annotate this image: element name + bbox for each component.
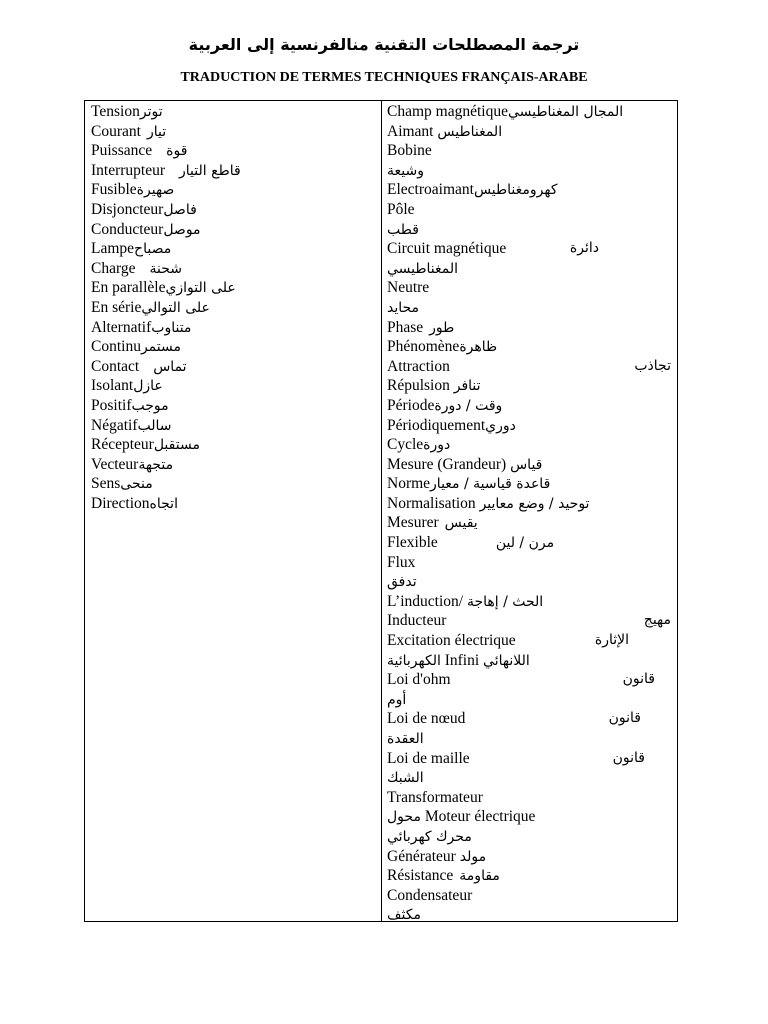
term-ar: على التوالي (141, 299, 210, 316)
term-fr: Loi d'ohm (387, 671, 451, 689)
term-ar: قطب (387, 221, 419, 238)
term-fr: Tension (91, 103, 140, 120)
term-ar: مقاومة (459, 868, 500, 885)
term-row (91, 376, 381, 396)
term-row (387, 905, 671, 921)
term-ar: المغناطيسي (387, 260, 459, 277)
term-ar: طور (429, 319, 455, 336)
term-row (387, 847, 671, 867)
term-row (91, 220, 381, 240)
term-fr: Puissance (91, 142, 153, 160)
term-row (91, 455, 381, 475)
term-ar: أوم (387, 691, 407, 708)
term-ar: شحنة (149, 260, 182, 277)
term-row (387, 474, 671, 494)
term-row (91, 141, 381, 161)
term-fr: Mesure (Grandeur) (387, 455, 507, 473)
term-ar: عازل (133, 378, 163, 395)
term-ar: صهيرة (136, 182, 175, 199)
term-row (387, 396, 671, 416)
term-ar: مهيج (643, 612, 671, 629)
term-fr: Phase (387, 318, 424, 336)
term-ar: محايد (387, 299, 420, 316)
term-row (387, 141, 671, 161)
term-row (91, 259, 381, 279)
term-fr: Récepteur (91, 436, 154, 454)
term-ar: تماس (153, 358, 187, 375)
term-fr: Direction (91, 494, 150, 512)
term-ar: تنافر (453, 378, 481, 395)
term-ar: قوة (166, 143, 188, 160)
term-fr: Continu (91, 338, 141, 356)
term-row (387, 494, 671, 514)
term-row (387, 670, 671, 690)
term-row (91, 396, 381, 416)
term-ar: تجاذب (634, 357, 671, 374)
term-fr: En parallèle (91, 279, 166, 297)
term-ar: وقت / دورة (434, 397, 503, 414)
term-row (387, 337, 671, 357)
term-ar: مرن / لين (495, 535, 555, 552)
term-fr: Electroaimant (387, 181, 474, 199)
term-fr: Champ magnétique (387, 103, 508, 120)
term-fr: Négatif (91, 416, 138, 434)
term-ar: موصل (163, 221, 201, 238)
term-fr: Générateur (387, 847, 456, 865)
term-row (387, 180, 671, 200)
term-row (387, 102, 671, 122)
term-row (91, 494, 381, 514)
term-row (91, 357, 381, 377)
term-ar: اللانهائي (483, 652, 530, 669)
term-fr: Flexible (387, 534, 438, 552)
term-fr: Cycle (387, 436, 424, 454)
term-ar: متجهة (138, 456, 174, 473)
term-row (387, 768, 671, 788)
term-fr: Inducteur (387, 612, 447, 630)
term-ar: العقدة (387, 731, 424, 747)
term-row (387, 298, 671, 318)
term-fr: Disjoncteur (91, 200, 164, 218)
term-ar: مستمر (140, 339, 181, 356)
term-fr: Fusible (91, 181, 137, 199)
term-row (387, 690, 671, 710)
term-ar: سالب (137, 417, 172, 434)
term-row (387, 866, 671, 886)
term-ar: دوري (485, 417, 516, 434)
title-arabic: ترجمة المصطلحات التقنية منالفرنسية إلى العربية (188, 35, 580, 54)
term-fr: Circuit magnétique (387, 240, 507, 258)
term-ar: منحى (120, 476, 153, 493)
term-ar: الكهربائية (387, 652, 441, 669)
term-row (91, 337, 381, 357)
term-fr: Moteur électrique (424, 808, 536, 826)
term-ar: مستقبل (153, 437, 200, 454)
term-row (91, 278, 381, 298)
term-row (387, 200, 671, 220)
term-fr: Période (387, 396, 435, 414)
term-fr: Phénomène (387, 338, 460, 356)
term-ar: قانون (612, 749, 645, 766)
term-ar: توتر (139, 104, 163, 120)
term-row (387, 749, 671, 769)
term-row (387, 416, 671, 436)
term-fr: Interrupteur (91, 161, 166, 179)
term-fr: Courant (91, 122, 141, 140)
term-fr: Résistance (387, 867, 454, 885)
term-fr: L’induction/ (387, 592, 464, 610)
term-fr: Infini (444, 651, 480, 669)
term-row (91, 122, 381, 142)
term-ar: قانون (608, 710, 641, 727)
glossary-table (84, 100, 678, 922)
term-fr: Mesurer (387, 514, 439, 532)
term-ar: تدفق (387, 574, 417, 591)
term-row (387, 357, 671, 377)
term-fr: Neutre (387, 279, 430, 297)
term-fr: Loi de maille (387, 749, 470, 767)
term-ar: يقيس (444, 515, 478, 532)
term-row (91, 200, 381, 220)
term-fr: Aimant (387, 122, 434, 140)
term-row (387, 729, 671, 749)
term-row (387, 318, 671, 338)
term-row (387, 259, 671, 279)
term-row (91, 435, 381, 455)
term-ar: دورة (423, 437, 451, 454)
term-fr: Lampe (91, 240, 135, 258)
term-row (387, 455, 671, 475)
term-row (387, 278, 671, 298)
term-ar: الحث / إهاجة (466, 593, 544, 610)
term-ar: موجب (131, 397, 169, 414)
term-row (387, 709, 671, 729)
left-column (85, 101, 382, 921)
term-row (387, 553, 671, 573)
term-ar: فاصل (163, 201, 197, 218)
title-french: TRADUCTION DE TERMES TECHNIQUES FRANÇAIS-ARABE (180, 70, 588, 85)
right-column (382, 101, 677, 921)
term-fr: Excitation électrique (387, 632, 516, 650)
term-fr: Bobine (387, 142, 432, 160)
term-row (387, 572, 671, 592)
term-row (387, 220, 671, 240)
term-ar: دائرة (569, 240, 599, 257)
term-row (91, 102, 381, 122)
term-fr: En série (91, 298, 142, 316)
term-fr: Conducteur (91, 220, 164, 238)
term-row (387, 886, 671, 906)
term-ar: مصباح (134, 241, 172, 258)
term-ar: وشيعة (387, 162, 424, 179)
term-ar: تيار (146, 123, 167, 140)
term-ar: الإثارة (594, 632, 629, 649)
term-row (91, 298, 381, 318)
term-ar: على التوازي (165, 280, 236, 297)
term-row (387, 592, 671, 612)
term-row (91, 180, 381, 200)
term-fr: Charge (91, 259, 136, 277)
term-fr: Contact (91, 357, 140, 375)
term-fr: Loi de nœud (387, 710, 466, 728)
term-row (387, 631, 671, 651)
term-row (91, 416, 381, 436)
term-row (387, 788, 671, 808)
term-row (387, 122, 671, 142)
term-row (91, 318, 381, 338)
term-fr: Répulsion (387, 377, 450, 395)
term-ar: المغناطيس (437, 123, 503, 140)
term-row (387, 513, 671, 533)
term-fr: Alternatif (91, 318, 152, 336)
term-fr: Isolant (91, 377, 134, 395)
term-ar: كهرومغناطيس (473, 182, 558, 199)
term-ar: المجال المغناطيسي (507, 104, 624, 120)
term-fr: Sens (91, 475, 121, 493)
term-ar: مكثف (387, 907, 421, 921)
term-fr: Pôle (387, 200, 415, 218)
term-row (387, 611, 671, 631)
term-fr: Norme (387, 475, 431, 493)
term-row (91, 239, 381, 259)
term-fr: Flux (387, 553, 416, 571)
term-row (387, 161, 671, 181)
term-ar: ظاهرة (459, 339, 498, 356)
term-ar: متناوب (151, 319, 192, 336)
term-row (91, 474, 381, 494)
term-ar: محرك كهربائي (387, 828, 472, 845)
term-row (387, 651, 671, 671)
term-fr: Transformateur (387, 788, 483, 806)
term-ar: مولد (459, 848, 487, 865)
term-row (387, 533, 671, 553)
term-ar: الشبك (387, 770, 424, 787)
term-fr: Vecteur (91, 455, 139, 473)
term-ar: محول (387, 809, 421, 826)
term-row (387, 435, 671, 455)
term-ar: قاعدة قياسية / معيار (430, 476, 551, 493)
term-ar: توحيد / وضع معايير (479, 495, 590, 512)
term-ar: قياس (510, 456, 543, 473)
term-fr: Positif (91, 396, 132, 414)
term-row (387, 827, 671, 847)
term-fr: Périodiquement (387, 416, 486, 434)
term-ar: قاطع التيار (179, 162, 241, 179)
term-fr: Normalisation (387, 494, 476, 512)
term-row (387, 239, 671, 259)
term-row (387, 807, 671, 827)
term-fr: Attraction (387, 357, 450, 375)
term-ar: قانون (622, 671, 655, 688)
term-ar: اتجاه (149, 495, 178, 512)
term-fr: Condensateur (387, 886, 473, 904)
term-row (91, 161, 381, 181)
term-row (387, 376, 671, 396)
